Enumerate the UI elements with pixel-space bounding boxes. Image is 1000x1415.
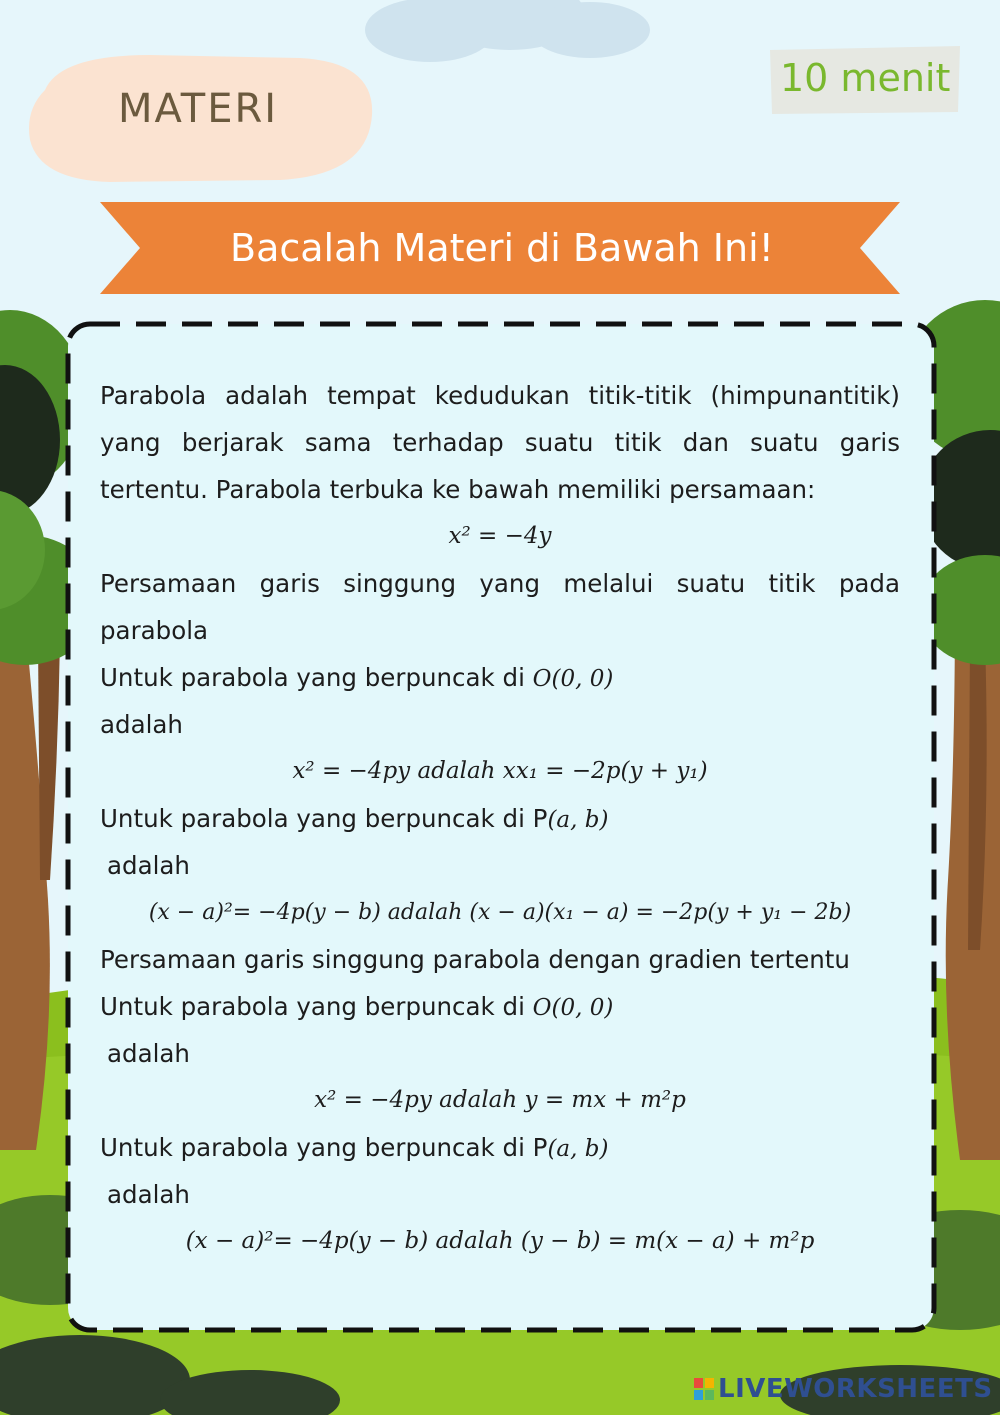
adalah-text: adalah [107,1180,190,1209]
adalah-text: adalah [100,710,183,739]
liveworksheets-logo-icon [694,1378,714,1400]
vertex-line: Untuk parabola yang berpuncak di P(a, b) [100,804,609,833]
equation-gradient-vertex: (x − a)²= −4p(y − b) adalah (y − b) = m(x − a) + m²p [185,1228,815,1254]
origin-line: Untuk parabola yang berpuncak di O(0, 0) [100,663,614,692]
adalah-text: adalah [107,851,190,880]
timer-label: 10 menit [780,56,951,100]
liveworksheets-brand[interactable]: LIVEWORKSHEETS [718,1374,993,1404]
intro-line-1: Parabola adalah tempat kedudukan titik-titik (himpunantitik) [100,381,900,410]
intro-line-3: tertentu. Parabola terbuka ke bawah memiliki persamaan: [100,475,816,504]
section-label: MATERI [118,86,279,132]
equation-point-origin: x² = −4py adalah xx₁ = −2p(y + y₁) [292,758,708,784]
material-text [100,372,900,1265]
equation-main: x² = −4y [448,523,552,549]
vertex-line: Untuk parabola yang berpuncak di P(a, b) [100,1133,609,1162]
tangent-point-heading-2: parabola [100,616,209,645]
equation-gradient-origin: x² = −4py adalah y = mx + m²p [314,1087,686,1113]
equation-point-vertex: (x − a)²= −4p(y − b) adalah (x − a)(x₁ − a) = −2p(y + y₁ − 2b) [148,900,852,925]
adalah-text: adalah [107,1039,190,1068]
instruction-banner: Bacalah Materi di Bawah Ini! [230,226,774,270]
tangent-point-heading-1: Persamaan garis singgung yang melalui suatu titik pada [100,569,900,598]
origin-line: Untuk parabola yang berpuncak di O(0, 0) [100,992,614,1021]
intro-line-2: yang berjarak sama terhadap suatu titik dan suatu garis [100,428,900,457]
tangent-gradient-heading: Persamaan garis singgung parabola dengan gradien tertentu [100,945,850,974]
